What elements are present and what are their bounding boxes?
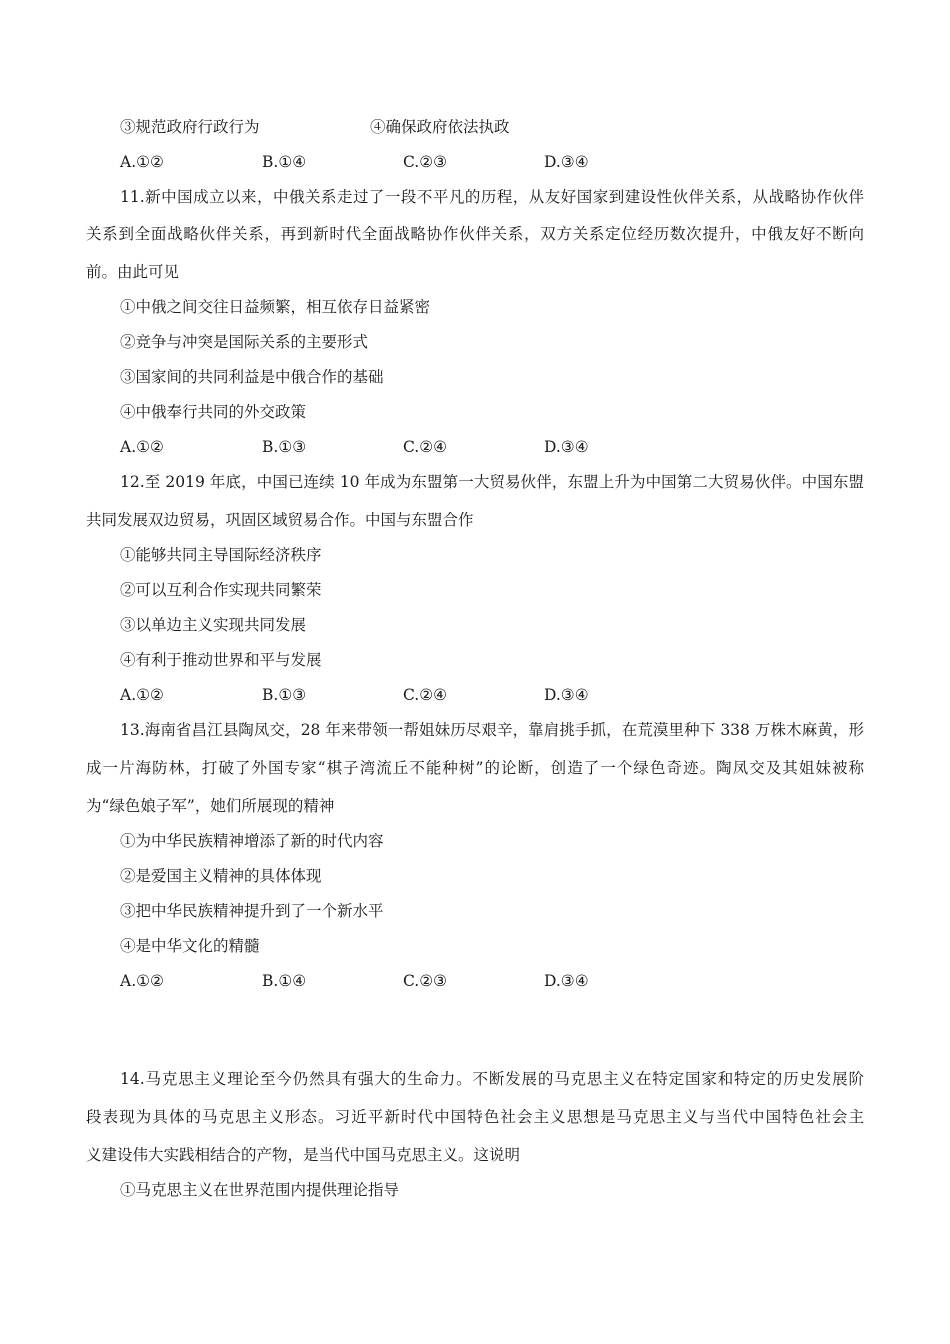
q13-statement-1: ①为中华民族精神增添了新的时代内容: [120, 832, 384, 850]
q13-option-c[interactable]: C.②③: [403, 972, 448, 990]
q11-statement-3: ③国家间的共同利益是中俄合作的基础: [120, 368, 384, 386]
q12-stem-line-1: 12.至 2019 年底，中国已连续 10 年成为东盟第一大贸易伙伴，东盟上升为中国第二大贸易伙伴。中国东盟: [120, 473, 864, 491]
q13-option-b[interactable]: B.①④: [262, 972, 307, 990]
q10-options: [120, 152, 720, 172]
q13-statement-2: ②是爱国主义精神的具体体现: [120, 867, 322, 885]
q12-options: [120, 685, 720, 705]
q11-statement-2: ②竞争与冲突是国际关系的主要形式: [120, 333, 369, 351]
q13-option-a[interactable]: A.①②: [120, 972, 164, 990]
q11-stem-line-1: 11.新中国成立以来，中俄关系走过了一段不平凡的历程，从友好国家到建设性伙伴关系，从战略协作伙伴: [120, 188, 864, 206]
q14-stem-line-1: 14.马克思主义理论至今仍然具有强大的生命力。不断发展的马克思主义在特定国家和特定的历史发展阶: [120, 1070, 864, 1088]
q12-statement-2: ②可以互利合作实现共同繁荣: [120, 581, 322, 599]
q11-statement-1: ①中俄之间交往日益频繁，相互依存日益紧密: [120, 298, 431, 316]
q11-option-c[interactable]: C.②④: [403, 438, 448, 456]
q13-stem-line-1: 13.海南省昌江县陶凤交，28 年来带领一帮姐妹历尽艰辛，靠肩挑手抓，在荒漠里种下 338 万株木麻黄，形: [120, 721, 864, 739]
q12-option-a[interactable]: A.①②: [120, 686, 164, 704]
q11-options: [120, 437, 720, 457]
q10-statement-4: ④确保政府依法执政: [370, 118, 510, 136]
q10-option-d[interactable]: D.③④: [544, 153, 589, 171]
q13-statement-4: ④是中华文化的精髓: [120, 937, 260, 955]
q11-stem-line-2: 关系到全面战略伙伴关系，再到新时代全面战略协作伙伴关系，双方关系定位经历数次提升，中俄友好不断向: [86, 225, 864, 243]
q12-statement-3: ③以单边主义实现共同发展: [120, 616, 307, 634]
q14-stem-line-2: 段表现为具体的马克思主义形态。习近平新时代中国特色社会主义思想是马克思主义与当代中国特色社会主: [86, 1108, 864, 1126]
q12-statement-4: ④有利于推动世界和平与发展: [120, 651, 322, 669]
q10-option-a[interactable]: A.①②: [120, 153, 164, 171]
q14-statement-1: ①马克思主义在世界范围内提供理论指导: [120, 1181, 400, 1199]
q14-stem-line-3: 义建设伟大实践相结合的产物，是当代中国马克思主义。这说明: [86, 1146, 521, 1164]
q12-option-d[interactable]: D.③④: [544, 686, 589, 704]
q12-statement-1: ①能够共同主导国际经济秩序: [120, 546, 322, 564]
q11-stem-line-3: 前。由此可见: [86, 263, 180, 281]
q11-option-d[interactable]: D.③④: [544, 438, 589, 456]
q13-option-d[interactable]: D.③④: [544, 972, 589, 990]
q11-statement-4: ④中俄奉行共同的外交政策: [120, 403, 307, 421]
q10-option-c[interactable]: C.②③: [403, 153, 448, 171]
q10-statement-3: ③规范政府行政行为: [120, 118, 260, 136]
q13-stem-line-3: 为“绿色娘子军”，她们所展现的精神: [86, 797, 335, 815]
q11-option-a[interactable]: A.①②: [120, 438, 164, 456]
q13-stem-line-2: 成一片海防林，打破了外国专家“棋子湾流丘不能种树”的论断，创造了一个绿色奇迹。陶凤交及其姐妹被称: [86, 759, 864, 777]
q12-option-b[interactable]: B.①③: [262, 686, 307, 704]
q11-option-b[interactable]: B.①③: [262, 438, 307, 456]
q10-statements-3-4: [120, 117, 820, 137]
q13-statement-3: ③把中华民族精神提升到了一个新水平: [120, 902, 384, 920]
q10-option-b[interactable]: B.①④: [262, 153, 307, 171]
q12-option-c[interactable]: C.②④: [403, 686, 448, 704]
q13-options: [120, 971, 720, 991]
q12-stem-line-2: 共同发展双边贸易，巩固区域贸易合作。中国与东盟合作: [86, 511, 474, 529]
